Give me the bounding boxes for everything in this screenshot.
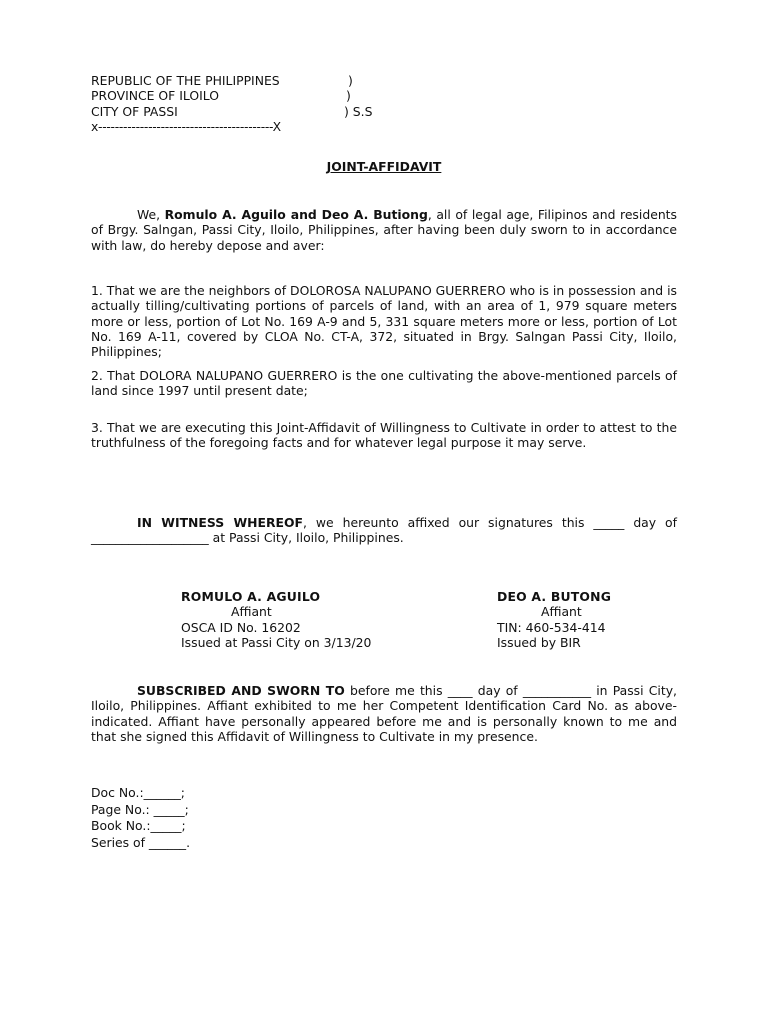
book-no: Book No.:_____; <box>91 818 186 833</box>
venue-block <box>91 73 373 134</box>
affiant-issued: Issued at Passi City on 3/13/20 <box>181 634 372 650</box>
item-1: 1. That we are the neighbors of DOLOROSA NALUPANO GUERRERO who is in possession and is actually tilling/cultivating portions of parcels of land, with an area of 1, 979 square meters more or less, portion of Lot No. 169 A-9 and 5, 331 square meters more or less, portion of Lot No. 169 A-11, covered by CLOA No. CT-A, 372, situated in Brgy. Salngan Passi City, Iloilo, Philippines; <box>91 283 677 360</box>
venue-line-province <box>91 88 351 104</box>
item-2: 2. That DOLORA NALUPANO GUERRERO is the one cultivating the above-mentioned parcels of land since 1997 until present date; <box>91 368 677 399</box>
affiant-id: TIN: 460-534-414 <box>497 619 606 635</box>
venue-line-republic <box>91 73 353 88</box>
document-title: JOINT-AFFIDAVIT <box>326 159 442 174</box>
affiant-names: Romulo A. Aguilo and Deo A. Butiong <box>164 207 428 222</box>
intro-lead: We, <box>137 207 165 222</box>
intro-rest: , all of legal age, Filipinos and residents of Brgy. Salngan, Passi City, Iloilo, Philippines, after having been duly sworn to in accordance with law, do hereby depose and aver: <box>91 207 677 253</box>
venue-bracket: ) <box>346 88 351 104</box>
witness-bold: IN WITNESS WHEREOF <box>137 515 303 530</box>
witness-rest: , we hereunto affixed our signatures this _____ day of ___________________ at Passi City, Iloilo, Philippines. <box>91 515 678 546</box>
jurat-rest: before me this ____ day of ___________ in Passi City, Iloilo, Philippines. Affiant exhibited to me her Competent Identification Card No. as above-indicated. Affiant have personally appeared before me and is personally known to me and that she signed this Affidavit of Willingness to Cultivate in my presence. <box>91 683 677 744</box>
venue-rule: x------------------------------------------X <box>91 118 281 134</box>
page-no: Page No.: _____; <box>91 801 189 817</box>
venue-republic: REPUBLIC OF THE PHILIPPINES <box>91 73 280 88</box>
venue-line-city <box>91 103 373 119</box>
venue-bracket: ) <box>348 73 353 88</box>
affiant-id: OSCA ID No. 16202 <box>181 619 301 635</box>
affiant-role: Affiant <box>231 604 272 620</box>
venue-city: CITY OF PASSI <box>91 103 178 119</box>
jurat-bold: SUBSCRIBED AND SWORN TO <box>137 683 345 698</box>
item-3: 3. That we are executing this Joint-Affidavit of Willingness to Cultivate in order to attest to the truthfulness of the foregoing facts and for whatever legal purpose it may serve. <box>91 420 677 451</box>
notarial-register <box>91 785 190 851</box>
affiant-block-butong <box>497 589 611 650</box>
affiant-name: DEO A. BUTONG <box>497 589 612 604</box>
venue-province: PROVINCE OF ILOILO <box>91 88 219 104</box>
jurat-paragraph <box>91 683 677 744</box>
affiant-name: ROMULO A. AGUILO <box>181 589 321 604</box>
doc-no: Doc No.:______; <box>91 785 185 800</box>
witness-paragraph <box>91 515 677 546</box>
intro-paragraph <box>91 207 677 253</box>
affiant-issued: Issued by BIR <box>497 634 581 650</box>
affiant-role: Affiant <box>541 604 582 620</box>
affiant-block-aguilo <box>181 589 371 650</box>
series-of: Series of ______. <box>91 834 191 850</box>
venue-bracket-ss: ) S.S <box>344 103 373 119</box>
